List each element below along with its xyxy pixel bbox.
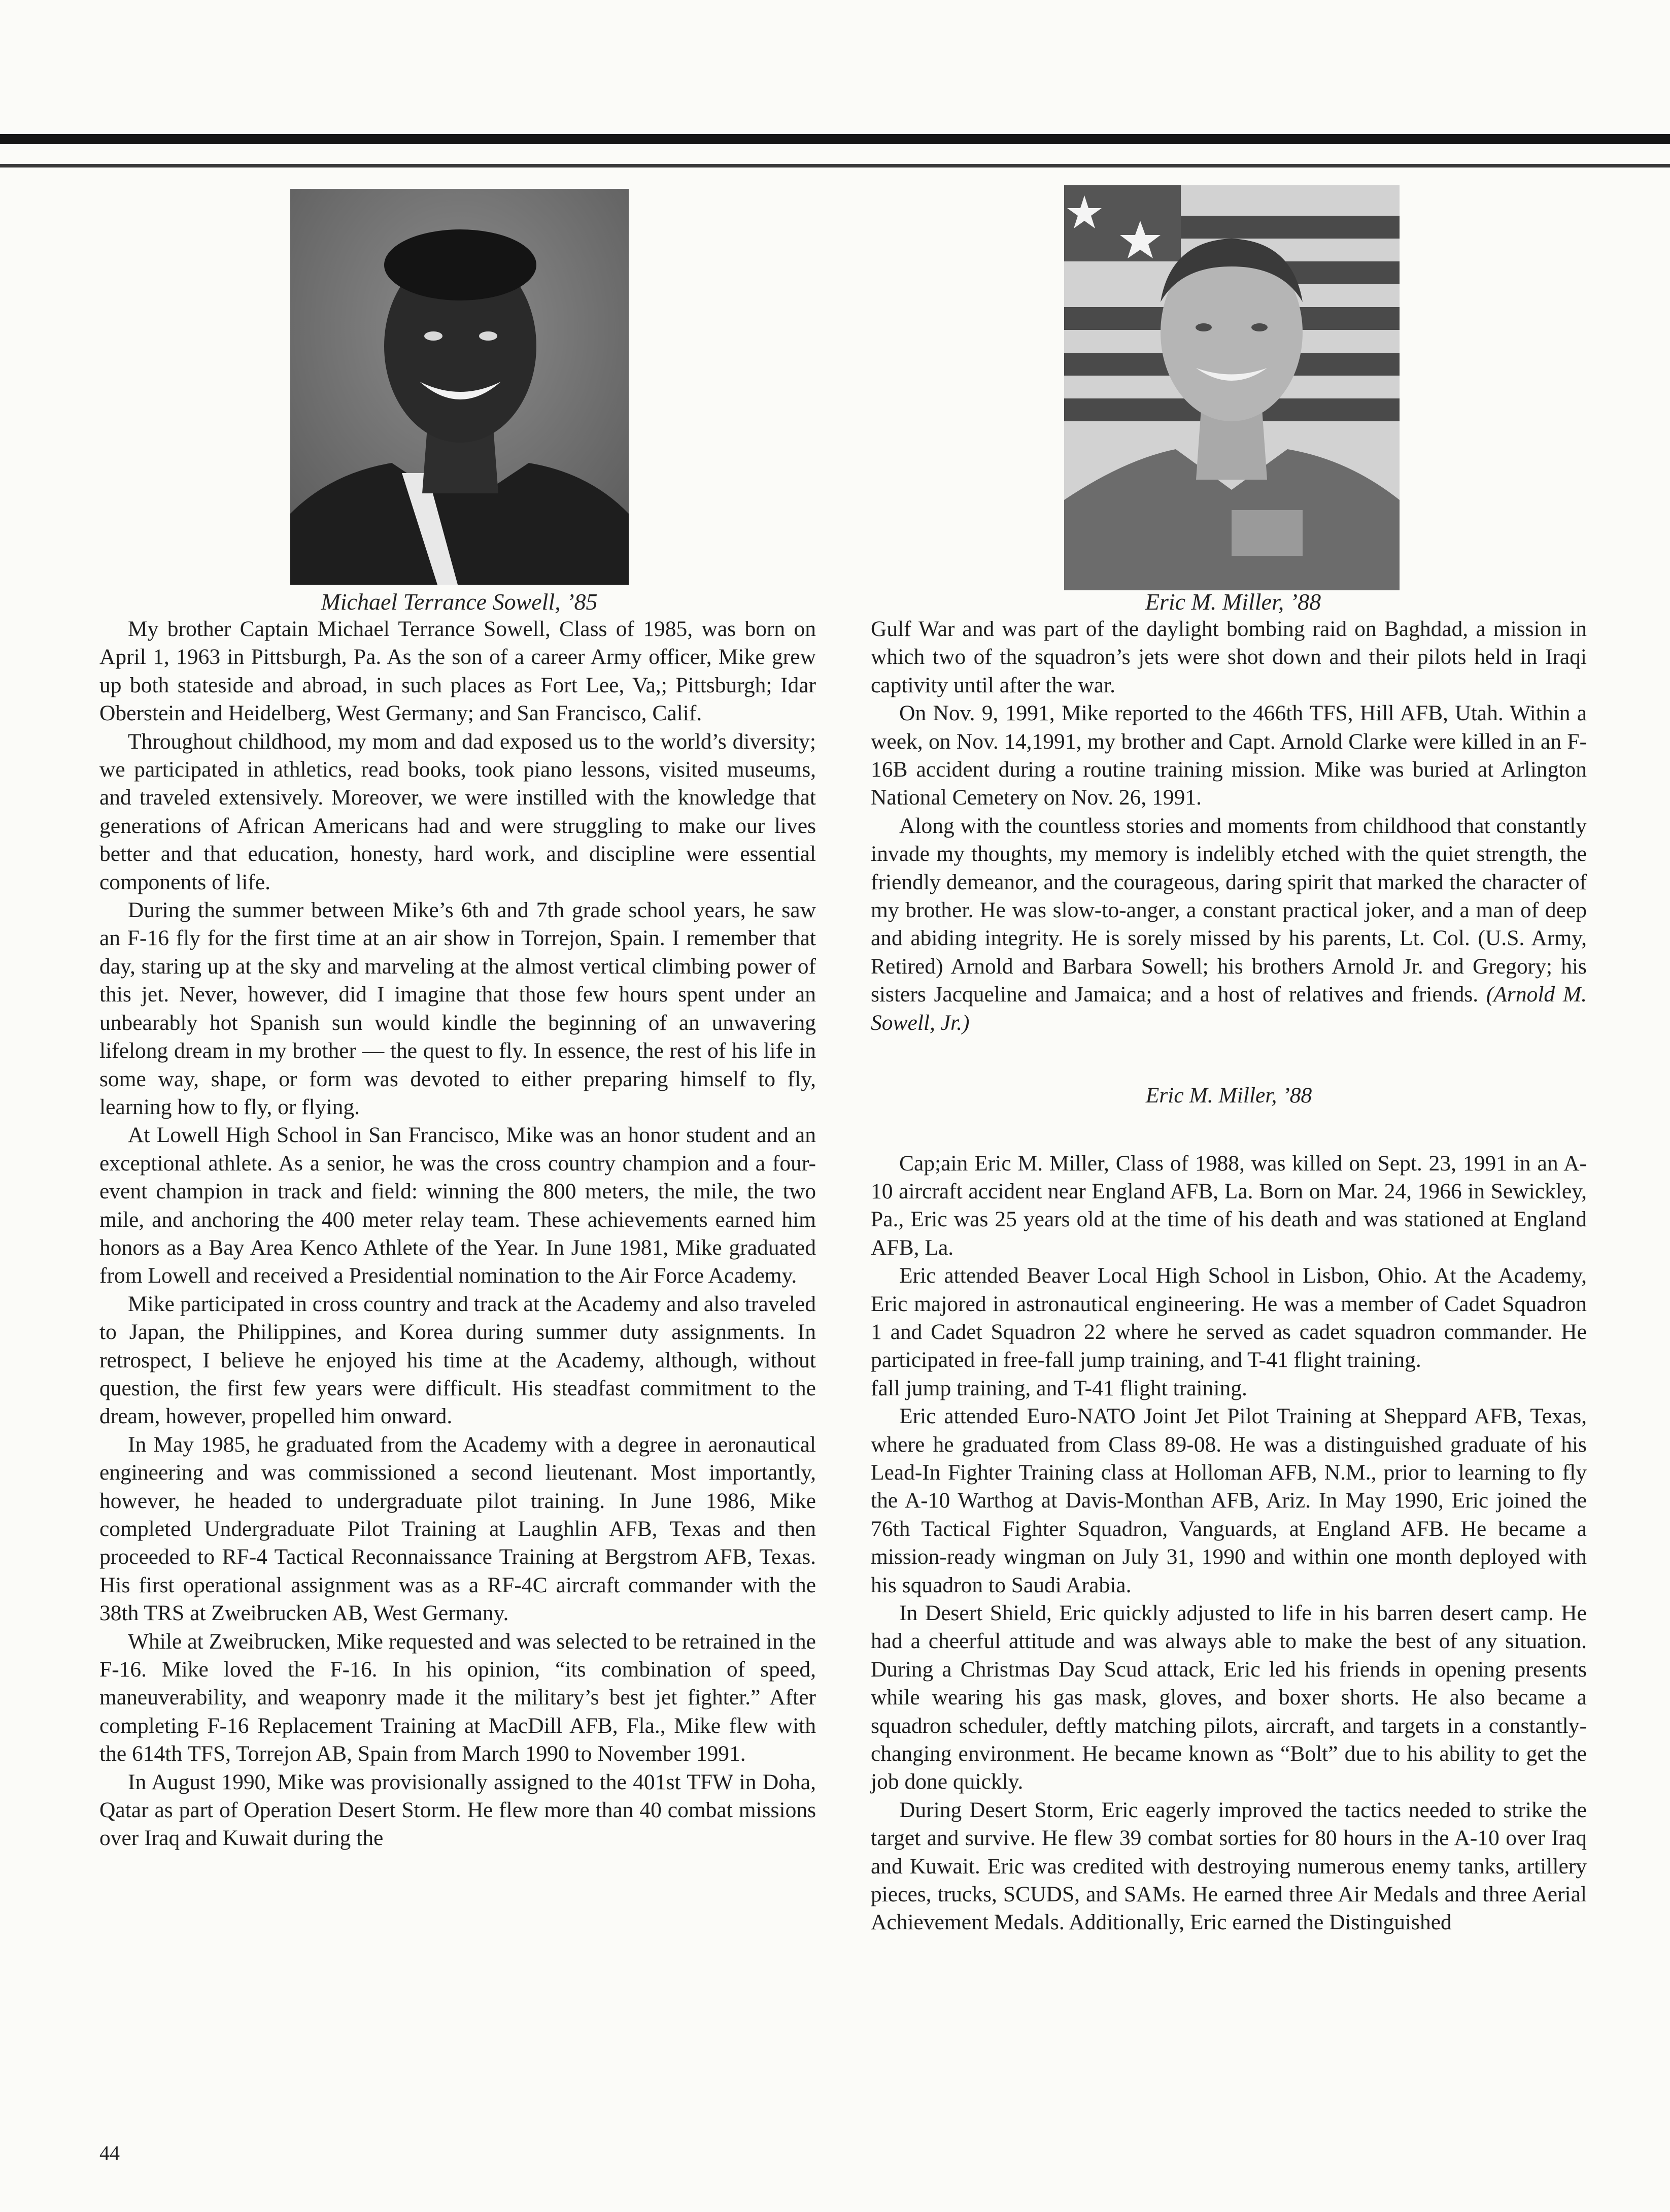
right-stray-line: fall jump training, and T-41 flight training. (871, 1376, 1247, 1400)
caption-right-portrait: Eric M. Miller, ’88 (1145, 589, 1321, 615)
caption-left-portrait: Michael Terrance Sowell, ’85 (321, 589, 598, 615)
left-column (99, 615, 816, 1853)
left-paragraph-4: At Lowell High School in San Francisco, Mike was an honor student and an exceptional athlete. As a senior, he was the cross country champion and a four-event champion in track and field: winning the 800 meters, the mile, the two mile, and anchoring the 400 meter relay team. These achievements earned him honors as a Bay Area Kenco Athlete of the Year. In June 1981, Mike graduated from Lowell and received a Presidential nomination to the Air Force Academy. (99, 1123, 816, 1288)
portrait-photo-left (290, 189, 629, 585)
left-paragraph-6: In May 1985, he graduated from the Academy with a degree in aeronautical engineering and was commissioned a second lieutenant. Most importantly, however, he headed to undergraduate pilot training. In June 1986, Mike completed Undergraduate Pilot Training at Laughlin AFB, Texas and then proceeded to RF-4 Tactical Reconnaissance Training at Bergstrom AFB, Texas. His first operational assignment was as a RF-4C aircraft commander with the 38th TRS at Zweibrucken AB, West Germany. (99, 1432, 816, 1626)
page-number: 44 (99, 2141, 120, 2164)
right-column (871, 615, 1587, 1937)
header-rule-thick (0, 134, 1670, 144)
right-paragraph-miller-5: During Desert Storm, Eric eagerly improved the tactics needed to strike the target and survive. He flew 39 combat sorties for 80 hours in the A-10 over Iraq and Kuwait. Eric was credited with destroying numerous enemy tanks, artillery pieces, trucks, SCUDS, and SAMs. He earned three Air Medals and three Aerial Achievement Medals. Additionally, Eric earned the Distinguished (871, 1797, 1587, 1935)
right-paragraph-miller-1: Cap;ain Eric M. Miller, Class of 1988, was killed on Sept. 23, 1991 in an A-10 aircraft accident near England AFB, La. Born on Mar. 24, 1966 in Sewickley, Pa., Eric was 25 years old at the time of his death and was stationed at England AFB, La. (871, 1151, 1587, 1260)
section-subhead-miller: Eric M. Miller, ’88 (1145, 1083, 1312, 1108)
right-paragraph-miller-4: In Desert Shield, Eric quickly adjusted to life in his barren desert camp. He had a cheerful attitude and was always able to make the best of any situation. During a Christmas Day Scud attack, Eric led his friends in opening presents while wearing his gas mask, gloves, and boxer shorts. He also became a squadron scheduler, deftly matching pilots, aircraft, and targets in a constantly-changing environment. He became known as “Bolt” due to his ability to get the job done quickly. (871, 1601, 1587, 1794)
left-paragraph-3: During the summer between Mike’s 6th and 7th grade school years, he saw an F-16 fly for the first time at an air show in Torrejon, Spain. I remember that day, staring up at the sky and marveling at the almost vertical climbing power of this jet. Never, however, did I imagine that those few hours spent under an unbearably hot Spanish sun would kindle the beginning of an unwavering lifelong dream in my brother — the quest to fly. In essence, the rest of his life in some way, shape, or form was devoted to either preparing himself to fly, learning how to fly, or flying. (99, 898, 816, 1119)
closing-attribution: (Arnold M. Sowell, Jr.) (871, 982, 1587, 1035)
left-paragraph-7: While at Zweibrucken, Mike requested and was selected to be retrained in the F-16. Mike loved the F-16. In his opinion, “its combination of speed, maneuverability, and weaponry made it the military’s best jet fighter.” After completing F-16 Replacement Training at MacDill AFB, Fla., Mike flew with the 614th TFS, Torrejon AB, Spain from March 1990 to November 1991. (99, 1629, 816, 1766)
portrait-image-right (1064, 185, 1400, 590)
portrait-photo-right (1064, 185, 1400, 590)
left-paragraph-1: My brother Captain Michael Terrance Sowell, Class of 1985, was born on April 1, 1963 in Pittsburgh, Pa. As the son of a career Army officer, Mike grew up both stateside and abroad, in such places as Fort Lee, Va,; Pittsburgh; Idar Oberstein and Heidelberg, West Germany; and San Francisco, Calif. (99, 617, 816, 726)
right-paragraph-miller-3: Eric attended Euro-NATO Joint Jet Pilot Training at Sheppard AFB, Texas, where he graduated from Class 89-08. He was a distinguished graduate of his Lead-In Fighter Training class at Holloman AFB, N.M., prior to learning to fly the A-10 Warthog at Davis-Monthan AFB, Ariz. In May 1990, Eric joined the 76th Tactical Fighter Squadron, Vanguards, at England AFB. He became a mission-ready wingman on July 31, 1990 and within one month deployed with his squadron to Saudi Arabia. (871, 1404, 1587, 1597)
right-paragraph-1: Gulf War and was part of the daylight bombing raid on Baghdad, a mission in which two of the squadron’s jets were shot down and their pilots held in Iraqi captivity until after the war. (871, 617, 1587, 697)
left-paragraph-5: Mike participated in cross country and track at the Academy and also traveled to Japan, the Philippines, and Korea during summer duty assignments. In retrospect, I believe he enjoyed his time at the Academy, although, without question, the first few years were difficult. His steadfast commitment to the dream, however, propelled him onward. (99, 1291, 816, 1429)
left-paragraph-8: In August 1990, Mike was provisionally assigned to the 401st TFW in Doha, Qatar as part of Operation Desert Storm. He flew more than 40 combat missions over Iraq and Kuwait during the (99, 1769, 816, 1851)
right-paragraph-miller-2: Eric attended Beaver Local High School in Lisbon, Ohio. At the Academy, Eric majored in astronautical engineering. He was a member of Cadet Squadron 1 and Cadet Squadron 22 where he served as cadet squadron commander. He participated in free-fall jump training, and T-41 flight training. (871, 1263, 1587, 1372)
right-paragraph-2: On Nov. 9, 1991, Mike reported to the 466th TFS, Hill AFB, Utah. Within a week, on Nov. 14,1991, my brother and Capt. Arnold Clarke were killed in an F-16B accident during a routine training mission. Mike was buried at Arlington National Cemetery on Nov. 26, 1991. (871, 701, 1587, 810)
left-paragraph-2: Throughout childhood, my mom and dad exposed us to the world’s diversity; we participated in athletics, read books, took piano lessons, visited museums, and traveled extensively. Moreover, we were instilled with the knowledge that generations of African Americans had and were struggling to make our lives better and that education, honesty, hard work, and discipline were essential components of life. (99, 729, 816, 894)
closing-text: Along with the countless stories and moments from childhood that constantly invade my thoughts, my memory is indelibly etched with the quiet strength, the friendly demeanor, and the courageous, daring spirit that marked the character of my brother. He was slow-to-anger, a constant practical joker, and a man of deep and abiding integrity. He is sorely missed by his parents, Lt. Col. (U.S. Army, Retired) Arnold and Barbara Sowell; his brothers Arnold Jr. and Gregory; his sisters Jacqueline and Jamaica; and a host of relatives and friends. (871, 813, 1587, 1007)
header-rule-thin (0, 164, 1670, 167)
right-paragraph-closing (871, 812, 1587, 1037)
portrait-image-left (290, 189, 629, 585)
